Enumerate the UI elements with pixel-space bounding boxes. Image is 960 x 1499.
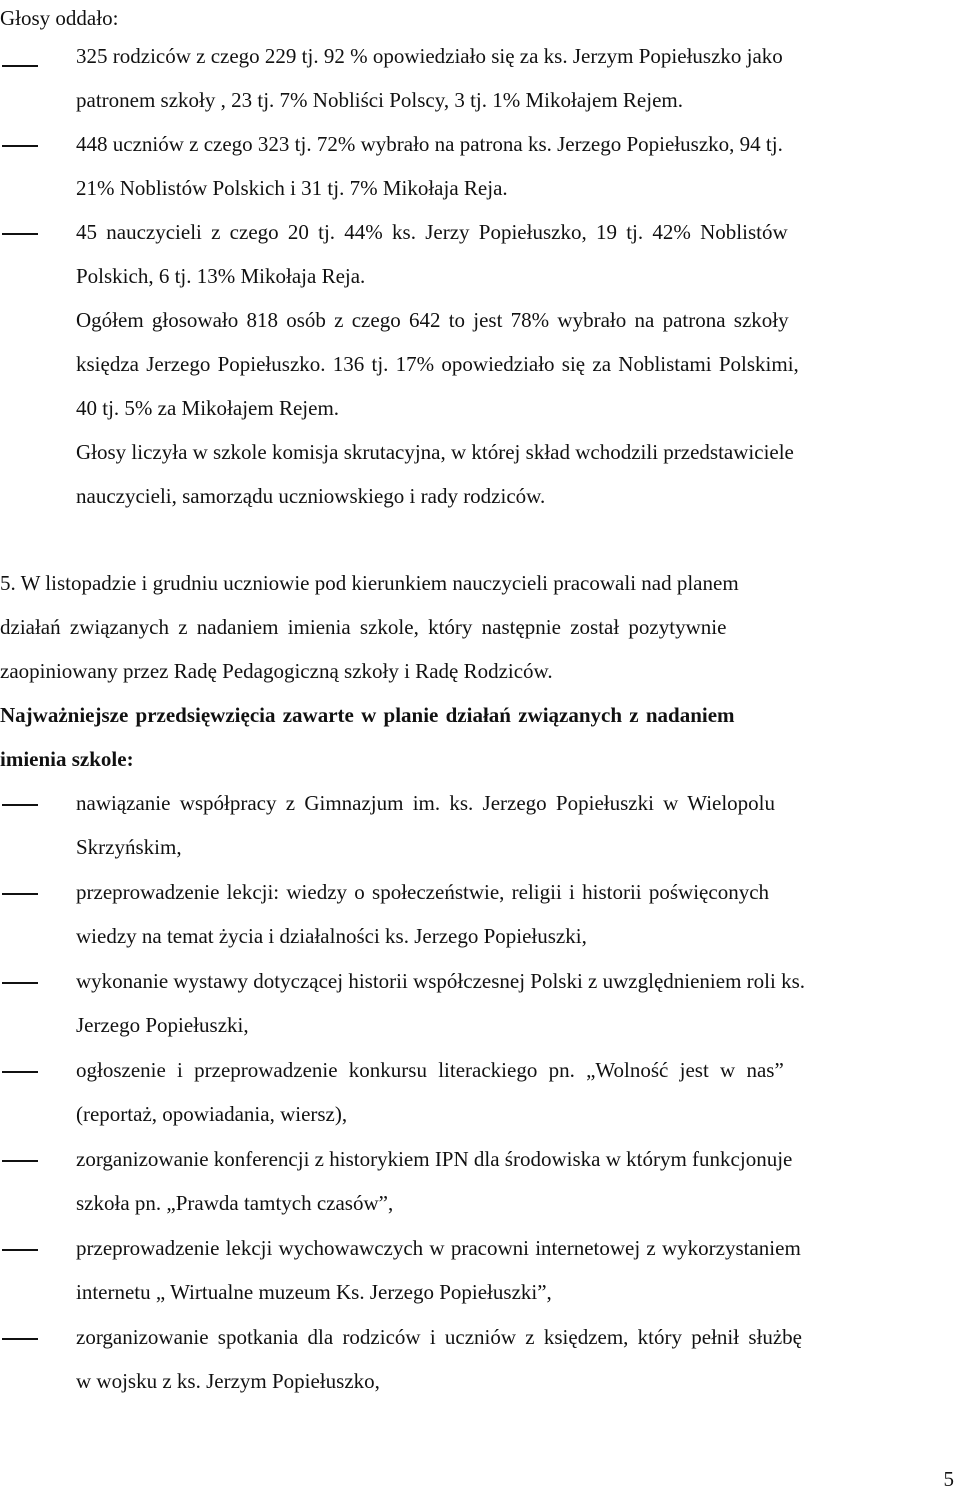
list-dash [2,1160,38,1162]
plan-item: przeprowadzenie lekcji wychowawczych w pracowni internetowej z wykorzystaniem [76,1236,801,1260]
plan-item: wiedzy na temat życia i działalności ks. Jerzego Popiełuszki, [76,924,587,948]
commission-line: Głosy liczyła w szkole komisja skrutacyjna, w której skład wchodzili przedstawiciele [76,440,794,464]
list-dash [2,1249,38,1251]
total-line: księdza Jerzego Popiełuszko. 136 tj. 17% opowiedziało się za Noblistami Polskimi, [76,352,799,376]
plan-item: zorganizowanie spotkania dla rodziców i uczniów z księdzem, który pełnił służbę [76,1325,802,1349]
votes-parents-line: patronem szkoły , 23 tj. 7% Nobliści Polscy, 3 tj. 1% Mikołajem Rejem. [76,88,683,112]
plan-item: szkoła pn. „Prawda tamtych czasów”, [76,1191,394,1215]
plan-item: ogłoszenie i przeprowadzenie konkursu literackiego pn. „Wolność jest w nas” [76,1058,784,1082]
votes-teachers-line: Polskich, 6 tj. 13% Mikołaja Reja. [76,264,366,288]
page-number: 5 [943,1467,954,1491]
list-dash [2,233,38,235]
votes-students-line: 448 uczniów z czego 323 tj. 72% wybrało na patrona ks. Jerzego Popiełuszko, 94 tj. [76,132,783,156]
votes-teachers-line: 45 nauczycieli z czego 20 tj. 44% ks. Jerzy Popiełuszko, 19 tj. 42% Noblistów [76,220,788,244]
plan-heading: Najważniejsze przedsięwzięcia zawarte w planie działań związanych z nadaniem [0,703,735,727]
section-5-line: działań związanych z nadaniem imienia szkole, który następnie został pozytywnie [0,615,727,639]
list-dash [2,982,38,984]
total-line: Ogółem głosowało 818 osób z czego 642 to jest 78% wybrało na patrona szkoły [76,308,789,332]
plan-item: (reportaż, opowiadania, wiersz), [76,1102,348,1126]
plan-item: zorganizowanie konferencji z historykiem IPN dla środowiska w którym funkcjonuje [76,1147,793,1171]
list-dash [2,804,38,806]
list-dash [2,145,38,147]
list-dash [2,893,38,895]
list-dash [2,1071,38,1073]
plan-heading: imienia szkole: [0,747,134,771]
plan-item: Jerzego Popiełuszki, [76,1013,249,1037]
votes-students-line: 21% Noblistów Polskich i 31 tj. 7% Mikołaja Reja. [76,176,508,200]
section-5-line: 5. W listopadzie i grudniu uczniowie pod kierunkiem nauczycieli pracowali nad planem [0,571,739,595]
plan-item: Skrzyńskim, [76,835,182,859]
section-5-line: zaopiniowany przez Radę Pedagogiczną szkoły i Radę Rodziców. [0,659,553,683]
plan-item: w wojsku z ks. Jerzym Popiełuszko, [76,1369,380,1393]
list-dash [2,1338,38,1340]
commission-line: nauczycieli, samorządu uczniowskiego i rady rodziców. [76,484,546,508]
votes-heading: Głosy oddało: [0,6,119,30]
list-dash [2,65,38,67]
plan-item: internetu „ Wirtualne muzeum Ks. Jerzego Popiełuszki”, [76,1280,552,1304]
plan-item: przeprowadzenie lekcji: wiedzy o społeczeństwie, religii i historii poświęconych [76,880,770,904]
total-line: 40 tj. 5% za Mikołajem Rejem. [76,396,340,420]
plan-item: wykonanie wystawy dotyczącej historii współczesnej Polski z uwzględnieniem roli ks. [76,969,806,993]
plan-item: nawiązanie współpracy z Gimnazjum im. ks. Jerzego Popiełuszki w Wielopolu [76,791,776,815]
votes-parents-line: 325 rodziców z czego 229 tj. 92 % opowiedziało się za ks. Jerzym Popiełuszko jako [76,44,783,68]
